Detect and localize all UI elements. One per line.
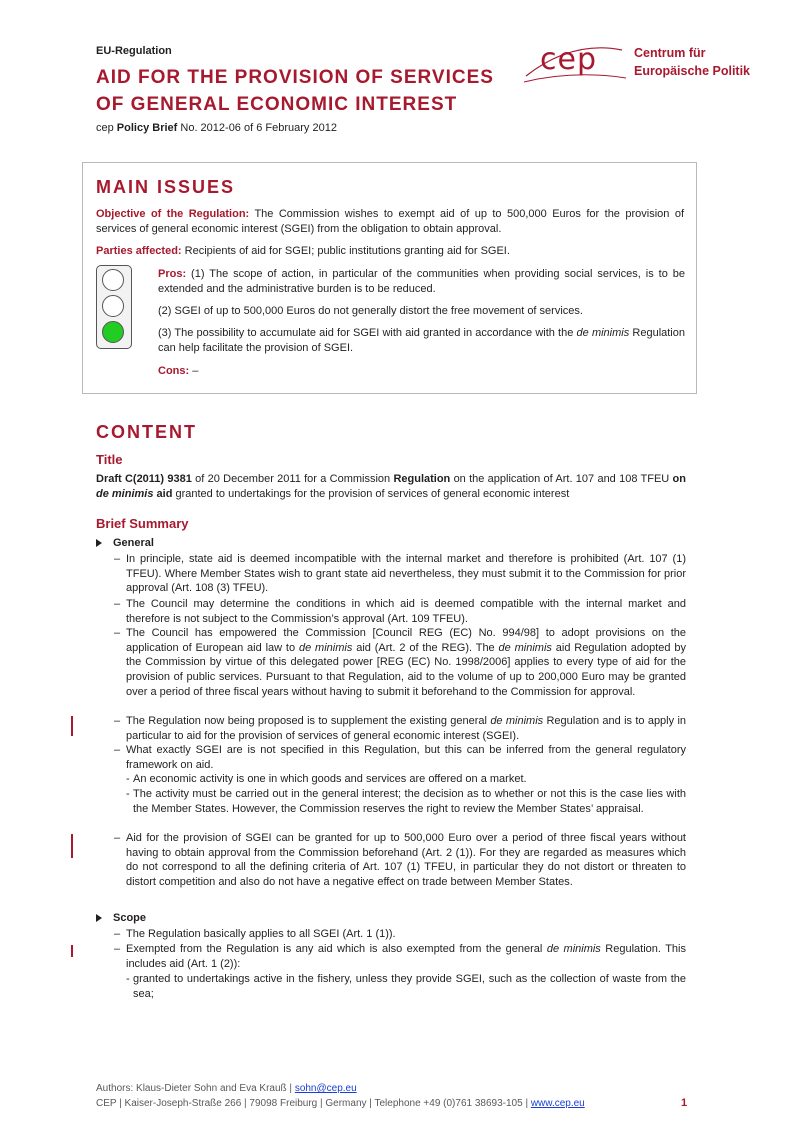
triangle-bullet-icon: [96, 914, 102, 922]
cons-item: [158, 364, 198, 379]
logo-wordmark: cep: [540, 42, 597, 77]
pros-label: Pros:: [158, 268, 187, 280]
brief-bold: Policy Brief: [116, 122, 178, 134]
footer-address: CEP | Kaiser-Joseph-Straße 266 | 79098 Freiburg | Germany | Telephone +49 (0)761 38693-105 |: [96, 1098, 531, 1109]
g3-italic-1: de minimis: [298, 641, 353, 654]
dash-bullet-icon: –: [114, 627, 121, 639]
s2-italic: de minimis: [546, 943, 601, 955]
general-item-2: The Council may determine the conditions in which aid is deemed compatible with the internal market and therefore is not subject to the Commission’s approval (Art. 109 TFEU).: [126, 598, 686, 625]
pros-item-1: [158, 267, 685, 296]
g3-text-c: aid Regulation adopted by the Commission by virtue of this delegated power [REG (EC) No. 1998/2006] applies to every type of aid for the provision of public services. Pursuant to that Regulation, aid to the volume of up to 200,000 Euro may be granted over a period of three fiscal years without having to submit it beforehand to the Commission for approval.: [126, 641, 686, 698]
dash-bullet-icon: –: [114, 832, 121, 844]
triangle-bullet-icon: [96, 539, 102, 547]
dash-bullet-icon: –: [114, 744, 121, 756]
g4-text-b: Regulation and is to apply in particular to aid for the provision of services of general economic interest (SGEI).: [126, 715, 686, 742]
main-issues-heading: MAIN ISSUES: [96, 177, 236, 197]
traffic-light-amber-lamp: [102, 295, 124, 317]
pros-text-3-italic: de minimis: [576, 327, 630, 339]
footer-authors-line: [96, 1081, 585, 1096]
pros-text-3b: Regulation can help facilitate the provision of SGEI.: [158, 327, 685, 354]
title-on: on: [672, 473, 686, 485]
dash-bullet-icon: –: [114, 943, 121, 955]
g3-italic-2: de minimis: [498, 641, 552, 654]
dash-bullet-icon: –: [114, 553, 121, 565]
org-name-line-2: Europäische Politik: [634, 64, 751, 78]
general-item-4: [126, 714, 686, 743]
g4-italic: de minimis: [490, 715, 544, 727]
general-item-3: [126, 626, 686, 699]
regulation-title: [96, 472, 686, 501]
brief-summary-subheading: Brief Summary: [96, 516, 189, 531]
brief-prefix: cep: [96, 122, 117, 134]
page-number: 1: [681, 1097, 688, 1109]
pros-text-1: (1) The scope of action, in particular of the communities when providing social services, is to be extended and the administrative burden is to be reduced.: [158, 268, 685, 295]
pros-item-3: [158, 326, 685, 355]
cons-text: –: [189, 365, 199, 377]
parties-paragraph: [96, 244, 684, 259]
scope-heading: Scope: [113, 912, 147, 924]
pros-item-2: (2) SGEI of up to 500,000 Euros do not generally distort the free movement of services.: [158, 305, 583, 317]
sub-bullet-icon: -: [126, 973, 130, 985]
dash-bullet-icon: –: [114, 598, 121, 610]
dash-bullet-icon: –: [114, 715, 121, 727]
cep-logo: [522, 38, 762, 88]
scope-item-2: [126, 942, 686, 971]
general-item-5-sub-2: The activity must be carried out in the general interest; the decision as to whether or not this is the case lies with the Member States. However, the Commission reserves the right to review the Member States’ appraisal.: [133, 788, 686, 815]
s2-text-b: Regulation. This includes aid (Art. 1 (2)):: [126, 943, 686, 970]
title-line-1: AID FOR THE PROVISION OF SERVICES: [96, 67, 494, 88]
website-link[interactable]: www.cep.eu: [530, 1098, 585, 1109]
title-subheading: Title: [96, 452, 123, 467]
dash-bullet-icon: –: [114, 928, 121, 940]
title-text-2: on the application of Art. 107 and 108 TFEU: [450, 473, 673, 485]
footer-address-line: [96, 1096, 585, 1111]
title-draft-number: Draft C(2011) 9381: [96, 473, 192, 485]
general-item-5: What exactly SGEI are is not specified in this Regulation, but this can be inferred from the general regulatory framework on aid.: [126, 744, 686, 771]
change-marker: [71, 716, 73, 736]
objective-label: Objective of the Regulation:: [96, 208, 250, 220]
s2-text-a: Exempted from the Regulation is any aid which is also exempted from the general: [126, 943, 547, 955]
document-title: [96, 64, 516, 118]
scope-item-1: The Regulation basically applies to all SGEI (Art. 1 (1)).: [126, 928, 396, 940]
content-heading: CONTENT: [96, 422, 197, 442]
sub-bullet-icon: -: [126, 773, 130, 785]
g4-text-a: The Regulation now being proposed is to supplement the existing general: [126, 715, 491, 727]
general-item-5-sub-1: An economic activity is one in which goods and services are offered on a market.: [133, 773, 527, 785]
org-name-line-1: Centrum für: [634, 46, 706, 60]
g3-text-a: The Council has empowered the Commission [Council REG (EC) No. 994/98] to adopt provisions on the application of European aid law to: [126, 627, 686, 654]
general-item-1: In principle, state aid is deemed incompatible with the internal market and therefore is prohibited (Art. 107 (1) TFEU). Where Member States wish to grant state aid nevertheless, they must submit it to the Commission for prior approval (Art. 108 (3) TFEU).: [126, 553, 686, 595]
traffic-light-green-lamp: [102, 321, 124, 343]
traffic-light-icon: [96, 265, 132, 349]
scope-item-2-sub-1: granted to undertakings active in the fishery, unless they provide SGEI, such as the collection of waste from the sea;: [133, 973, 686, 1000]
objective-text: The Commission wishes to exempt aid of up to 500,000 Euros for the provision of services of general economic interest (SGEI) from the obligation to obtain approval.: [96, 208, 684, 235]
brief-number: No. 2012-06 of 6 February 2012: [177, 122, 337, 134]
title-line-2: OF GENERAL ECONOMIC INTEREST: [96, 94, 458, 115]
cons-label: Cons:: [158, 365, 190, 377]
traffic-light-red-lamp: [102, 269, 124, 291]
document-category: EU-Regulation: [96, 45, 172, 57]
author-email-link[interactable]: sohn@cep.eu: [294, 1083, 357, 1094]
change-marker: [71, 834, 73, 858]
page-footer: [96, 1081, 585, 1111]
sub-bullet-icon: -: [126, 788, 130, 800]
parties-label: Parties affected:: [96, 245, 182, 257]
pros-text-3a: (3) The possibility to accumulate aid for SGEI with aid granted in accordance with the: [158, 327, 577, 339]
title-text-1: of 20 December 2011 for a Commission: [191, 473, 394, 485]
g3-text-b: aid (Art. 2 of the REG). The: [352, 641, 499, 654]
footer-authors: Authors: Klaus-Dieter Sohn and Eva Krauß |: [96, 1083, 295, 1094]
change-marker: [71, 945, 73, 957]
general-item-6: Aid for the provision of SGEI can be granted for up to 500,000 Euro over a period of three fiscal years without having to obtain approval from the Commission beforehand (Art. 2 (1)). For they are regarded as measures which do not correspond to all the defining criteria of Art. 107 (1) TFEU, in particular they do not distort or threaten to distort competition and also do not have a negative effect on trade between Member States.: [126, 832, 686, 888]
organization-name: [634, 44, 750, 80]
policy-brief-reference: [96, 121, 337, 136]
parties-text: Recipients of aid for SGEI; public institutions granting aid for SGEI.: [181, 245, 510, 257]
objective-paragraph: [96, 207, 684, 236]
title-regulation: Regulation: [393, 473, 451, 485]
title-de-minimis: de minimis: [96, 487, 154, 500]
title-aid: aid: [153, 487, 173, 500]
general-heading: General: [113, 537, 154, 549]
title-text-3: granted to undertakings for the provision of services of general economic interest: [172, 487, 570, 500]
